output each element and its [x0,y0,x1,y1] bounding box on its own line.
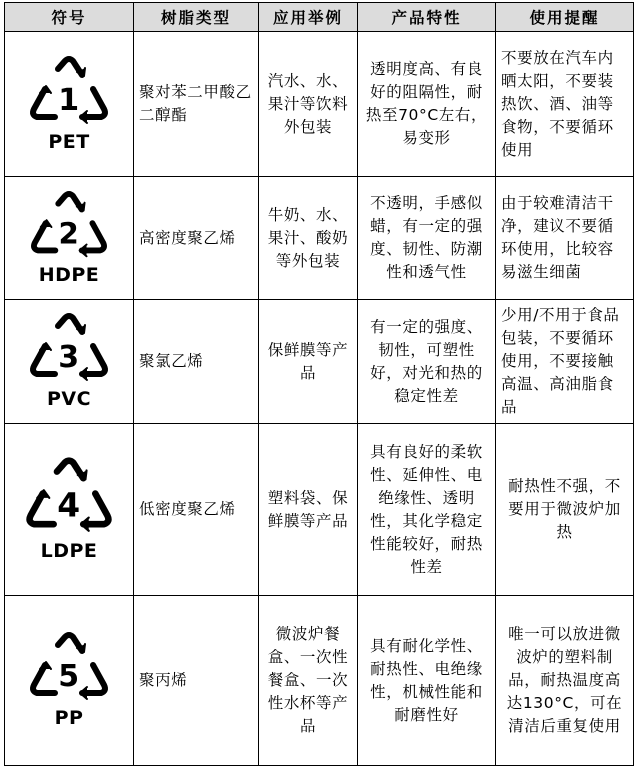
resin-code-number: 5 [58,659,80,694]
symbol-cell [5,300,134,424]
resin-code-number: 4 [57,486,81,525]
tip-cell: 少用/不用于食品包装，不要循环使用，不要接触高温、高油脂食品 [496,300,634,424]
resin-type-cell: 聚丙烯 [134,596,259,766]
property-cell: 不透明，手感似蜡，有一定的强度、韧性、防潮性和透气性 [358,177,496,300]
application-cell: 牛奶、水、果汁、酸奶等外包装 [259,177,358,300]
application-cell: 塑料袋、保鲜膜等产品 [259,424,358,596]
plastic-recycling-table [4,2,634,766]
resin-abbreviation: PP [54,707,84,729]
recycle-triangle-icon [27,190,111,266]
resin-code-number: 2 [58,216,80,251]
table-row [5,596,634,766]
header-property: 产品特性 [358,3,496,32]
resin-code-number: 3 [58,340,80,375]
resin-type-cell: 聚氯乙烯 [134,300,259,424]
tip-cell: 唯一可以放进微波炉的塑料制品，耐热温度高达130°C，可在清洁后重复使用 [496,596,634,766]
table-row [5,177,634,300]
resin-abbreviation: PVC [46,388,92,410]
resin-abbreviation: HDPE [38,263,100,286]
resin-abbreviation: LDPE [40,540,98,562]
table-row [5,424,634,596]
application-cell: 微波炉餐盒、一次性餐盒、一次性水杯等产品 [259,596,358,766]
recycle-triangle-icon [27,55,111,133]
header-application: 应用举例 [259,3,358,32]
tip-cell: 由于较难清洁干净，建议不要循环使用，比较容易滋生细菌 [496,177,634,300]
property-cell: 具有良好的柔软性、延伸性、电绝缘性、透明性，其化学稳定性能较好，耐热性差 [358,424,496,596]
property-cell: 具有耐化学性、耐热性、电绝缘性，机械性能和耐磨性好 [358,596,496,766]
property-cell: 有一定的强度、韧性，可塑性好，对光和热的稳定性差 [358,300,496,424]
recycle-triangle-icon [23,456,115,542]
tip-cell: 不要放在汽车内晒太阳，不要装热饮、酒、油等食物，不要循环使用 [496,32,634,177]
resin-type-cell: 高密度聚乙烯 [134,177,259,300]
recycle-triangle-icon [27,312,111,390]
symbol-cell [5,177,134,300]
table-row [5,32,634,177]
header-resin-type: 树脂类型 [134,3,259,32]
resin-type-cell: 聚对苯二甲酸乙二醇酯 [134,32,259,177]
header-symbol: 符号 [5,3,134,32]
property-cell: 透明度高、有良好的阻隔性，耐热至70°C左右，易变形 [358,32,496,177]
symbol-cell [5,596,134,766]
tip-cell: 耐热性不强，不要用于微波炉加热 [496,424,634,596]
application-cell: 汽水、水、果汁等饮料外包装 [259,32,358,177]
symbol-cell [5,32,134,177]
recycle-triangle-icon [27,631,111,709]
header-row [5,3,634,32]
resin-type-cell: 低密度聚乙烯 [134,424,259,596]
symbol-cell [5,424,134,596]
application-cell: 保鲜膜等产品 [259,300,358,424]
resin-code-number: 1 [58,82,80,118]
resin-abbreviation: PET [48,130,90,153]
header-tip: 使用提醒 [496,3,634,32]
table-row [5,300,634,424]
